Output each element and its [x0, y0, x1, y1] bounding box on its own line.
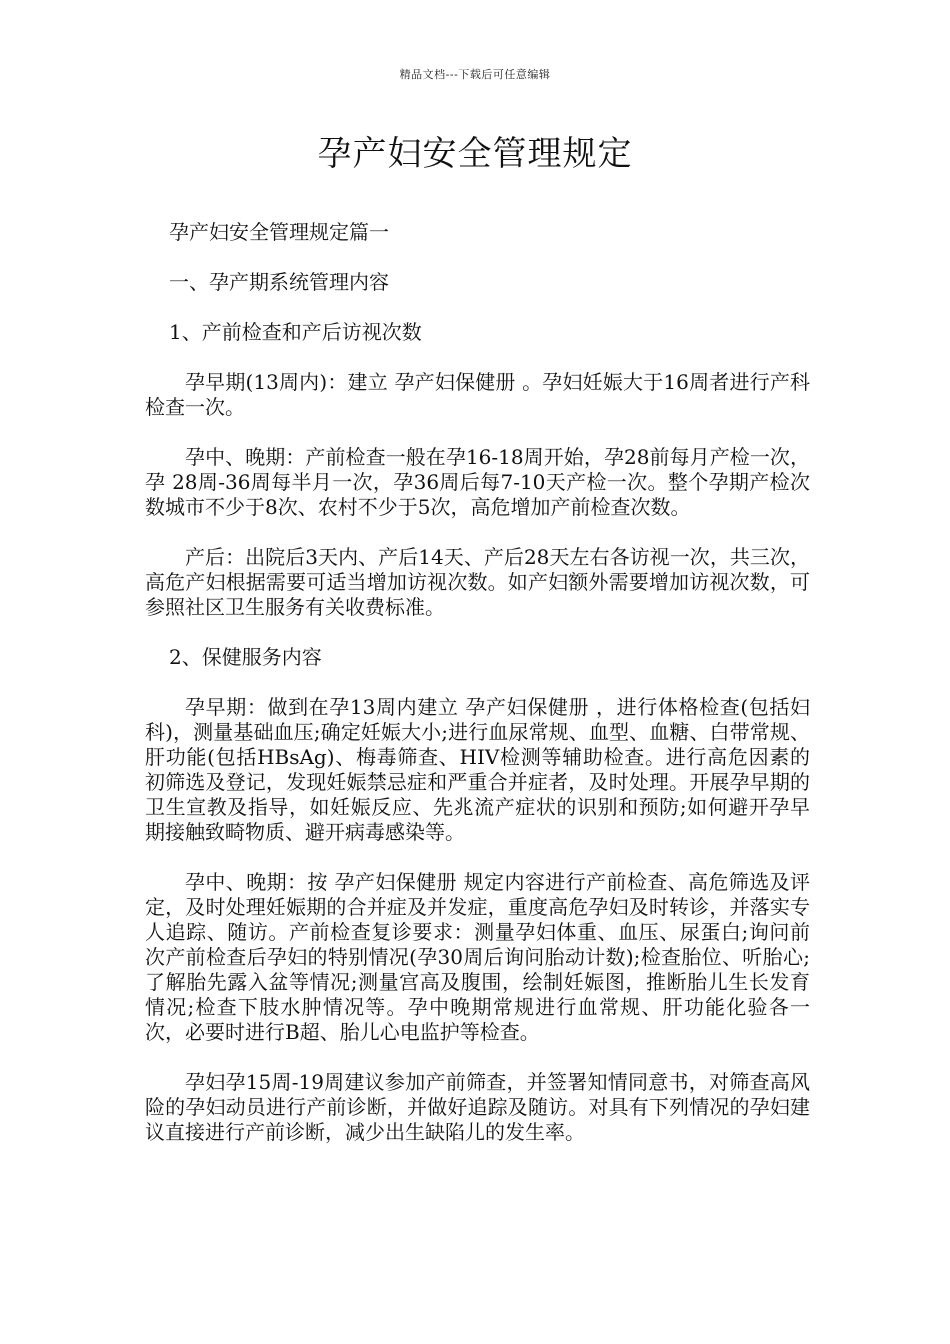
- paragraph: 孕早期(13周内)：建立 孕产妇保健册 。孕妇妊娠大于16周者进行产科检查一次。: [145, 370, 810, 419]
- section-title: 孕产妇安全管理规定篇一: [169, 220, 389, 244]
- paragraph: 产后：出院后3天内、产后14天、产后28天左右各访视一次，共三次，高危产妇根据需要可适当增加访视次数。如产妇额外需要增加访视次数，可参照社区卫生服务有关收费标准。: [145, 545, 810, 619]
- paragraph: 孕中、晚期：产前检查一般在孕16-18周开始，孕28前每月产检一次，孕 28周-36周每半月一次，孕36周后每7-10天产检一次。整个孕期产检次数城市不少于8次、农村不少于5次，高危增加产前检查次数。: [145, 445, 810, 519]
- subsection-heading: 2、保健服务内容: [169, 645, 322, 669]
- paragraph: 孕早期：做到在孕13周内建立 孕产妇保健册 ，进行体格检查(包括妇科)，测量基础血压;确定妊娠大小;进行血尿常规、血型、血糖、白带常规、肝功能(包括HBsAg)、梅毒筛查、HIV检测等辅助检查。进行高危因素的初筛选及登记，发现妊娠禁忌症和严重合并症者，及时处理。开展孕早期的卫生宣教及指导，如妊娠反应、先兆流产症状的识别和预防;如何避开孕早期接触致畸物质、避开病毒感染等。: [145, 695, 810, 844]
- document-title: 孕产妇安全管理规定: [317, 134, 633, 174]
- header-note: 精品文档---下载后可任意编辑: [399, 68, 551, 81]
- section-heading: 一、孕产期系统管理内容: [169, 270, 389, 294]
- paragraph: 孕中、晚期：按 孕产妇保健册 规定内容进行产前检查、高危筛选及评定，及时处理妊娠期的合并症及并发症，重度高危孕妇及时转诊，并落实专人追踪、随访。产前检查复诊要求：测量孕妇体重、血压、尿蛋白;询问前次产前检查后孕妇的特别情况(孕30周后询问胎动计数);检查胎位、听胎心;了解胎先露入盆等情况;测量宫高及腹围，绘制妊娠图，推断胎儿生长发育情况;检查下肢水肿情况等。孕中晚期常规进行血常规、肝功能化验各一次，必要时进行B超、胎儿心电监护等检查。: [145, 870, 810, 1044]
- document-body: [145, 220, 810, 1170]
- subsection-heading: 1、产前检查和产后访视次数: [169, 320, 422, 344]
- paragraph: 孕妇孕15周-19周建议参加产前筛查，并签署知情同意书，对筛查高风险的孕妇动员进行产前诊断，并做好追踪及随访。对具有下列情况的孕妇建议直接进行产前诊断，减少出生缺陷儿的发生率。: [145, 1070, 810, 1144]
